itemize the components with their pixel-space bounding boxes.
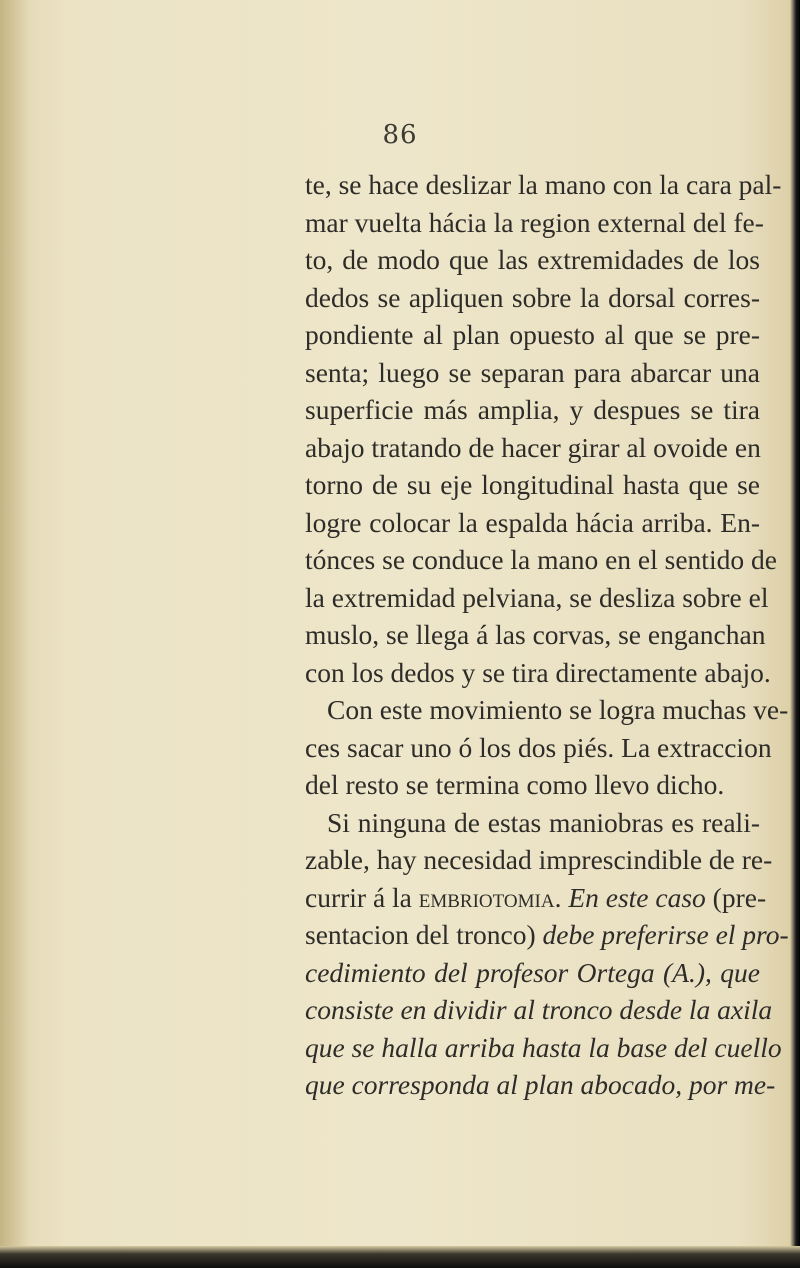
text-line: tónces se conduce la mano en el sentido de [305, 544, 777, 575]
text-line: zable, hay necesidad imprescindible de re- [305, 844, 773, 875]
text-line: torno de su eje longitudinal hasta que se [305, 469, 760, 500]
text-line: te, se hace deslizar la mano con la cara pal- [305, 169, 782, 200]
text-line: superficie más amplia, y despues se tira [305, 394, 760, 425]
text-line: con los dedos y se tira directamente abajo. [305, 656, 771, 688]
text-line: muslo, se llega á las corvas, se enganchan [305, 619, 766, 650]
text-line: del resto se termina como llevo dicho. [305, 769, 725, 800]
body-text [305, 166, 789, 1104]
italic-line: que corresponda al plan abocado, por me- [305, 1069, 776, 1100]
text-line: to, de modo que las extremidades de los [305, 244, 760, 275]
text-line: mar vuelta hácia la region external del fe- [305, 206, 764, 238]
text-line: dedos se apliquen sobre la dorsal corres- [305, 281, 760, 313]
page-bottom-edge [0, 1246, 800, 1268]
text-line: senta; luego se separan para abarcar una [305, 356, 760, 388]
text-fragment: currir á la [305, 881, 419, 913]
italic-fragment: En este caso [568, 881, 706, 913]
text-line-mixed [305, 879, 767, 917]
text-line: logre colocar la espalda hácia arriba. En- [305, 506, 760, 538]
italic-line: consiste en dividir al tronco desde la axila [305, 994, 773, 1025]
text-fragment: sentacion del tronco) [305, 919, 543, 950]
italic-line: que se halla arriba hasta la base del cuello [305, 1031, 782, 1063]
smallcaps-term: embriotomia [418, 881, 555, 913]
page-gutter-shadow [0, 0, 30, 1268]
text-fragment: . [554, 881, 569, 913]
text-line: Con este movimiento se logra muchas ve- [327, 694, 789, 725]
text-line: abajo tratando de hacer girar al ovoide en [305, 431, 761, 463]
text-line: ces sacar uno ó los dos piés. La extraccion [305, 731, 772, 763]
italic-fragment: debe preferirse el pro- [542, 919, 789, 950]
text-line-mixed [305, 916, 789, 954]
text-line: pondiente al plan opuesto al que se pre- [305, 319, 760, 350]
text-line: la extremidad pelviana, se desliza sobre el [305, 581, 769, 613]
page-number: 86 [382, 120, 418, 150]
text-line: Si ninguna de estas maniobras es reali- [327, 806, 760, 838]
italic-line: cedimiento del profesor Ortega (A.), que [305, 956, 760, 988]
text-fragment: (pre- [705, 881, 767, 913]
